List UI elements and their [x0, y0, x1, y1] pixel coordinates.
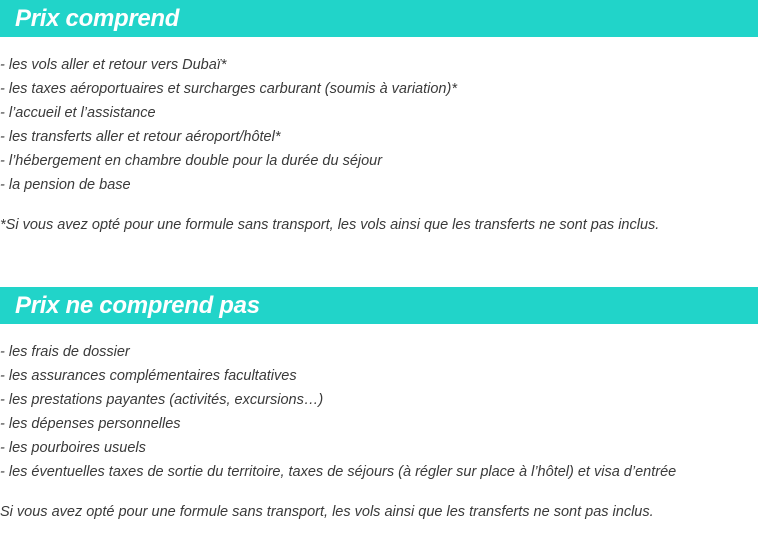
included-item: - l’accueil et l’assistance: [0, 105, 156, 121]
included-item: - la pension de base: [0, 177, 131, 193]
included-section-header: [0, 0, 758, 37]
excluded-section-title: Prix ne comprend pas: [15, 292, 260, 319]
included-item: - les taxes aéroportuaires et surcharges carburant (soumis à variation)*: [0, 81, 457, 97]
excluded-item: - les prestations payantes (activités, excursions…): [0, 392, 324, 408]
excluded-item: - les éventuelles taxes de sortie du territoire, taxes de séjours (à régler sur place à l’hôtel) et visa d’entrée: [0, 464, 677, 480]
included-item: - les transferts aller et retour aéroport/hôtel*: [0, 129, 281, 145]
included-item: - l’hébergement en chambre double pour la durée du séjour: [0, 153, 383, 169]
excluded-item: - les pourboires usuels: [0, 440, 146, 456]
excluded-list: [0, 340, 676, 484]
excluded-item: - les assurances complémentaires facultatives: [0, 368, 297, 384]
excluded-note: Si vous avez opté pour une formule sans transport, les vols ainsi que les transferts ne sont pas inclus.: [0, 504, 654, 520]
included-item: - les vols aller et retour vers Dubaï*: [0, 57, 227, 73]
included-note: *Si vous avez opté pour une formule sans transport, les vols ainsi que les transferts ne sont pas inclus.: [0, 217, 660, 233]
included-list: [0, 53, 457, 197]
excluded-section-header: [0, 287, 758, 324]
excluded-item: - les frais de dossier: [0, 344, 130, 360]
included-section-title: Prix comprend: [15, 5, 180, 32]
excluded-item: - les dépenses personnelles: [0, 416, 181, 432]
